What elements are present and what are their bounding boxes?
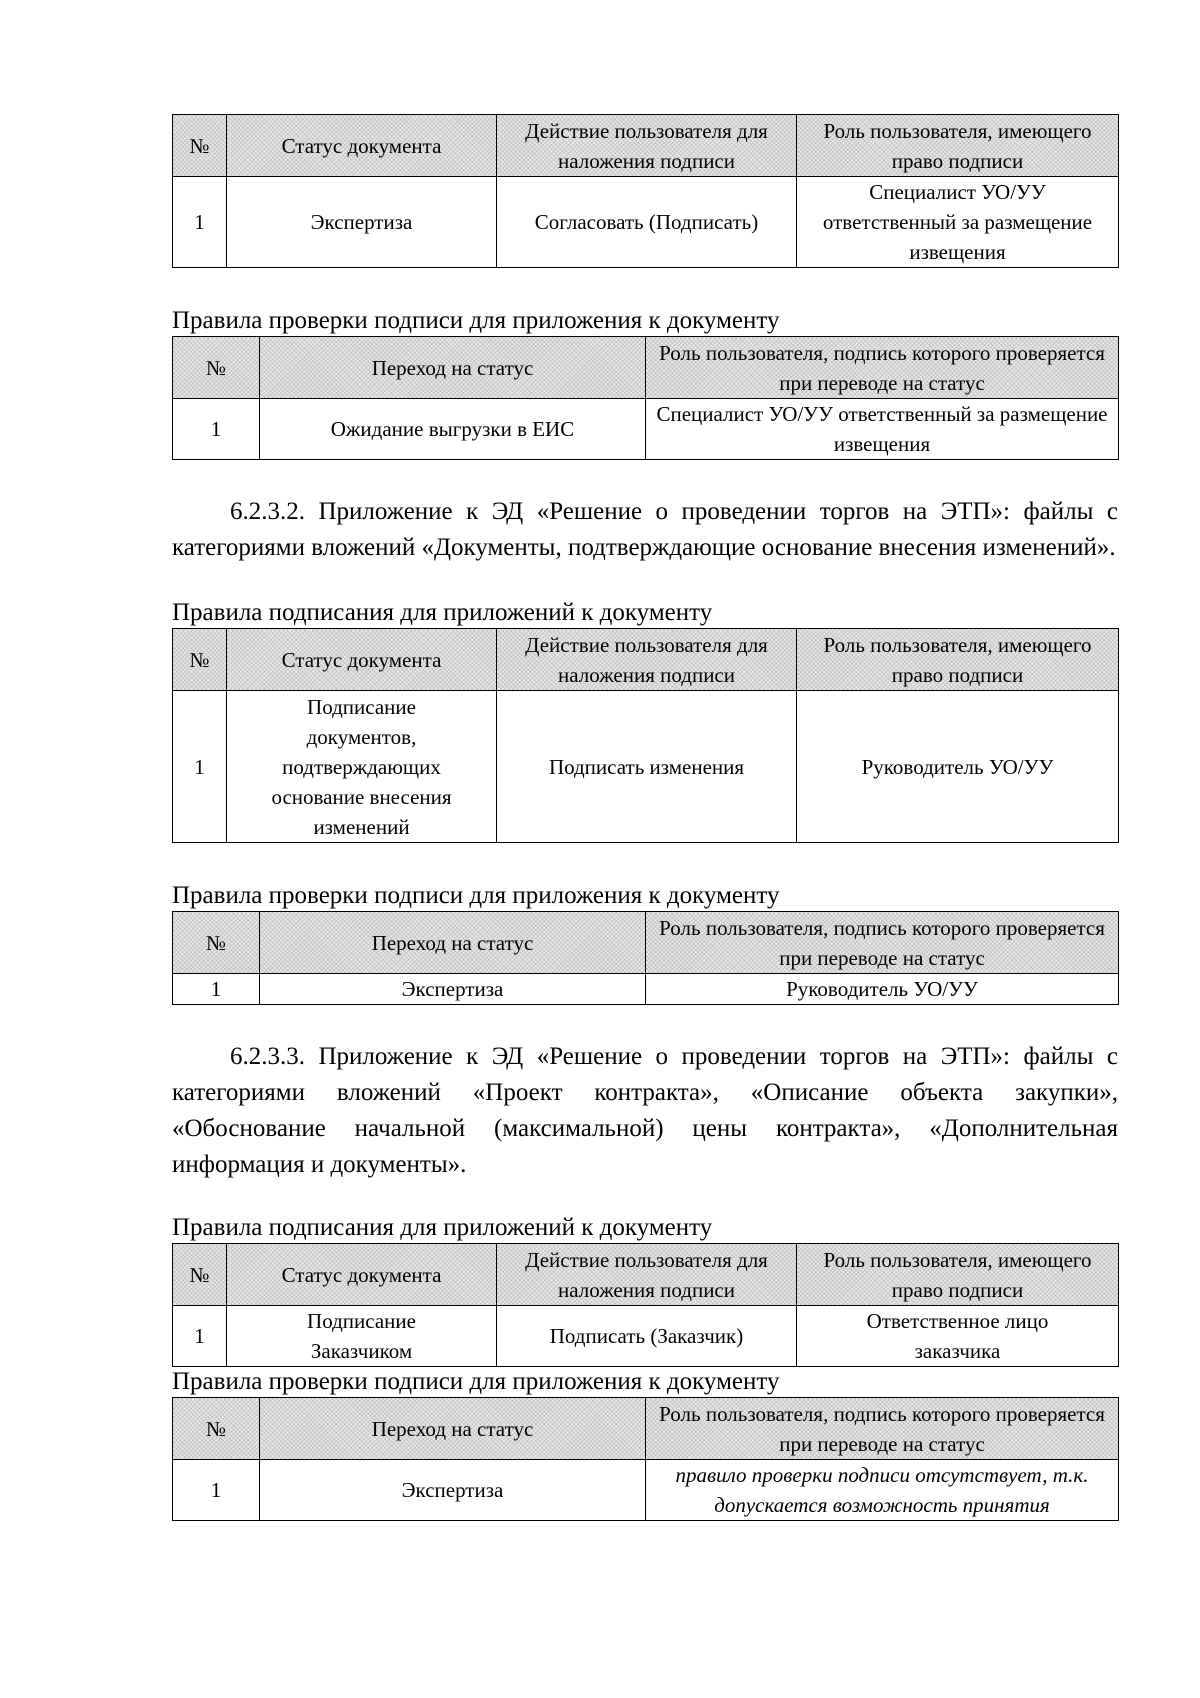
cell-number: 1 [173, 399, 260, 460]
table-row [173, 177, 1119, 268]
header-document-status: Статус документа [227, 115, 497, 177]
table-header-row [173, 629, 1119, 691]
table-header-row [173, 1244, 1119, 1306]
signing-rules-table-1 [172, 114, 1119, 268]
header-status-transition: Переход на статус [260, 912, 646, 974]
header-number: № [173, 1244, 227, 1306]
header-document-status: Статус документа [227, 1244, 497, 1306]
table-row [173, 1460, 1119, 1521]
cell-user-action: Подписать изменения [497, 691, 797, 843]
section-paragraph-6-2-3-3: 6.2.3.3. Приложение к ЭД «Решение о проведении торгов на ЭТП»: файлы с категориями вложений «Проект контракта», «Описание объекта закупки», «Обоснование начальной (максимальной) цены контракта», «Дополнительная информация и документы». [172, 1043, 1118, 1178]
table-header-row [173, 337, 1119, 399]
header-number: № [173, 912, 260, 974]
signature-check-table-2 [172, 911, 1119, 1005]
cell-status-transition: Экспертиза [260, 1460, 646, 1521]
header-user-action: Действие пользователя для наложения подписи [497, 629, 797, 691]
table-row [173, 974, 1119, 1005]
header-checked-role: Роль пользователя, подпись которого проверяется при переводе на статус [646, 1398, 1119, 1460]
header-user-action: Действие пользователя для наложения подписи [497, 115, 797, 177]
header-number: № [173, 115, 227, 177]
cell-number: 1 [173, 1306, 227, 1367]
table-row [173, 1306, 1119, 1367]
cell-document-status: Подписание документов, подтверждающих основание внесения изменений [227, 691, 497, 843]
header-number: № [173, 629, 227, 691]
table-header-row [173, 115, 1119, 177]
table-header-row [173, 1398, 1119, 1460]
cell-number: 1 [173, 1460, 260, 1521]
header-user-role: Роль пользователя, имеющего право подписи [797, 115, 1119, 177]
section-caption: Правила проверки подписи для приложения к документу [172, 882, 780, 909]
table-header-row [173, 912, 1119, 974]
signature-check-table-3 [172, 1397, 1119, 1521]
section-paragraph-6-2-3-2: 6.2.3.2. Приложение к ЭД «Решение о проведении торгов на ЭТП»: файлы с категориями вложений «Документы, подтверждающие основание внесения изменений». [172, 498, 1118, 561]
cell-checked-role: Руководитель УО/УУ [646, 974, 1119, 1005]
section-caption: Правила проверки подписи для приложения к документу [172, 307, 780, 334]
cell-number: 1 [173, 177, 227, 268]
header-status-transition: Переход на статус [260, 1398, 646, 1460]
cell-checked-role: Специалист УО/УУ ответственный за размещение извещения [646, 399, 1119, 460]
cell-document-status: Подписание Заказчиком [227, 1306, 497, 1367]
section-caption: Правила подписания для приложений к документу [172, 1214, 713, 1241]
cell-status-transition: Ожидание выгрузки в ЕИС [260, 399, 646, 460]
signing-rules-table-3 [172, 1243, 1119, 1367]
header-number: № [173, 337, 260, 399]
table-row [173, 399, 1119, 460]
header-user-action: Действие пользователя для наложения подписи [497, 1244, 797, 1306]
signature-check-table-1 [172, 336, 1119, 460]
header-checked-role: Роль пользователя, подпись которого проверяется при переводе на статус [646, 912, 1119, 974]
signing-rules-table-2 [172, 628, 1119, 843]
section-caption: Правила подписания для приложений к документу [172, 599, 713, 626]
header-document-status: Статус документа [227, 629, 497, 691]
header-user-role: Роль пользователя, имеющего право подписи [797, 629, 1119, 691]
cell-number: 1 [173, 974, 260, 1005]
header-user-role: Роль пользователя, имеющего право подписи [797, 1244, 1119, 1306]
document-page [172, 114, 1118, 1521]
header-checked-role: Роль пользователя, подпись которого проверяется при переводе на статус [646, 337, 1119, 399]
header-status-transition: Переход на статус [260, 337, 646, 399]
cell-user-action: Согласовать (Подписать) [497, 177, 797, 268]
cell-checked-role: правило проверки подписи отсутствует, т.к. допускается возможность принятия [646, 1460, 1119, 1521]
cell-number: 1 [173, 691, 227, 843]
cell-user-action: Подписать (Заказчик) [497, 1306, 797, 1367]
cell-document-status: Экспертиза [227, 177, 497, 268]
header-number: № [173, 1398, 260, 1460]
cell-user-role: Специалист УО/УУ ответственный за размещение извещения [797, 177, 1119, 268]
cell-user-role: Руководитель УО/УУ [797, 691, 1119, 843]
table-row [173, 691, 1119, 843]
section-caption: Правила проверки подписи для приложения к документу [172, 1368, 780, 1395]
cell-status-transition: Экспертиза [260, 974, 646, 1005]
cell-user-role: Ответственное лицо заказчика [797, 1306, 1119, 1367]
